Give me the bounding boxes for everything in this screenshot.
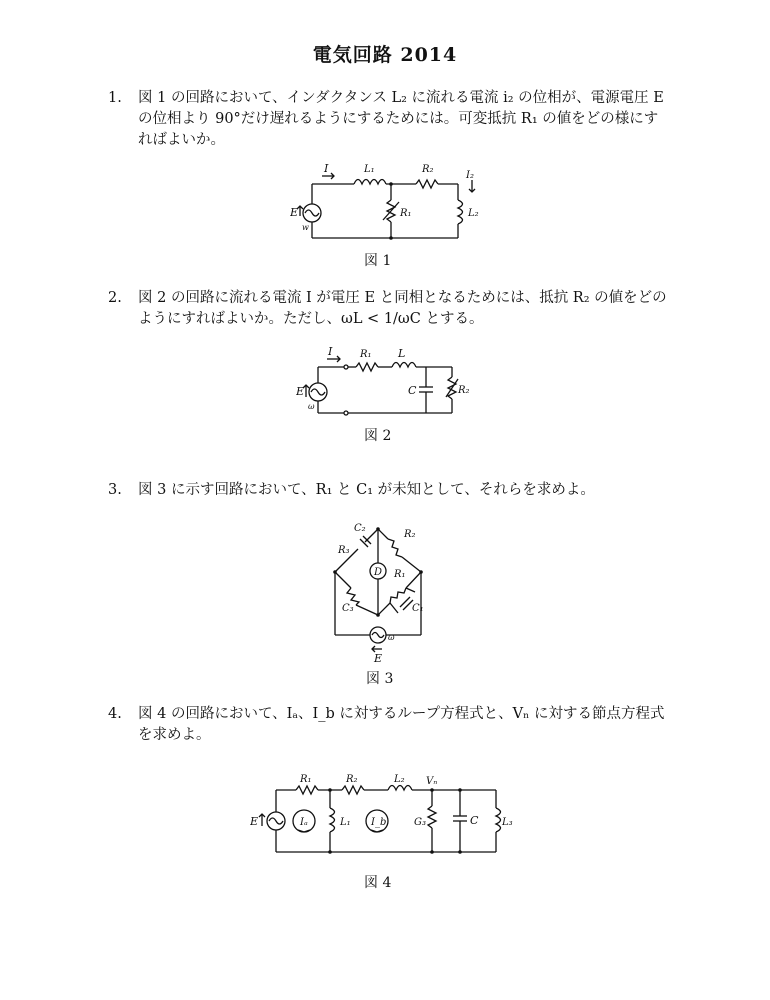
- figure-3-caption: 図 3: [366, 671, 394, 687]
- label-l2: L₂: [468, 208, 479, 219]
- label-l2: L₂: [394, 774, 405, 785]
- question-text: 図 4 の回路において、Iₐ、I_b に対するループ方程式と、Vₙ に対する節点方程式を求めよ。: [138, 706, 665, 743]
- label-l3: L₃: [502, 817, 513, 828]
- question-2: [108, 288, 668, 330]
- label-vn: Vₙ: [426, 776, 438, 787]
- figure-3: [318, 515, 448, 665]
- question-number: 3.: [108, 482, 122, 498]
- question-4: [108, 704, 668, 746]
- label-omega: ω: [308, 402, 315, 411]
- label-i: I: [328, 345, 333, 358]
- label-omega: ω: [388, 633, 395, 642]
- label-detector: D: [374, 567, 383, 578]
- question-number: 1.: [108, 90, 122, 106]
- label-c2: C₂: [354, 523, 366, 534]
- label-ia: Iₐ: [300, 817, 308, 828]
- label-ib: I_b: [371, 817, 387, 828]
- label-c3: C₃: [342, 603, 354, 614]
- question-text: 図 1 の回路において、インダクタンス L₂ に流れる電流 i₂ の位相が、電源電圧 E の位相より 90°だけ遅れるようにするためには。可変抵抗 R₁ の値をどの様にすればよいか。: [138, 90, 664, 148]
- figure-2-caption: 図 2: [364, 428, 392, 444]
- label-e: E: [374, 652, 383, 665]
- figure-1: [290, 160, 490, 248]
- label-r1: R₁: [360, 349, 372, 360]
- label-i: I: [324, 162, 329, 175]
- label-e: E: [250, 815, 259, 828]
- label-g3: G₃: [414, 817, 426, 828]
- question-text: 図 2 の回路に流れる電流 I が電圧 E と同相となるためには、抵抗 R₂ の値をどのようにすればよいか。ただし、ωL < 1/ωC とする。: [138, 290, 667, 327]
- label-l1: L₁: [340, 817, 351, 828]
- figure-1-caption: 図 1: [364, 253, 392, 269]
- label-c1: C₁: [412, 603, 424, 614]
- label-e: E: [290, 206, 299, 219]
- label-r1: R₁: [394, 569, 406, 580]
- question-number: 2.: [108, 290, 122, 306]
- label-c: C: [408, 384, 417, 397]
- label-r2: R₂: [422, 164, 434, 175]
- label-r2: R₂: [458, 385, 470, 396]
- label-r2: R₂: [404, 529, 416, 540]
- figure-4: [250, 770, 520, 860]
- question-number: 4.: [108, 706, 122, 722]
- question-3: [108, 480, 668, 501]
- label-i2: I₂: [466, 170, 474, 181]
- page-title: 電気回路 2014: [312, 44, 458, 66]
- label-r1: R₁: [400, 208, 412, 219]
- figure-4-caption: 図 4: [364, 875, 392, 891]
- label-r3: R₃: [338, 545, 350, 556]
- label-l1: L₁: [364, 164, 375, 175]
- label-r1: R₁: [300, 774, 312, 785]
- label-e: E: [296, 385, 305, 398]
- figure-2: [296, 345, 476, 420]
- question-1: [108, 88, 668, 151]
- question-text: 図 3 に示す回路において、R₁ と C₁ が未知として、それらを求めよ。: [138, 482, 595, 498]
- label-l: L: [398, 347, 406, 360]
- label-r2: R₂: [346, 774, 358, 785]
- label-c: C: [470, 814, 479, 827]
- label-w: w: [302, 223, 309, 232]
